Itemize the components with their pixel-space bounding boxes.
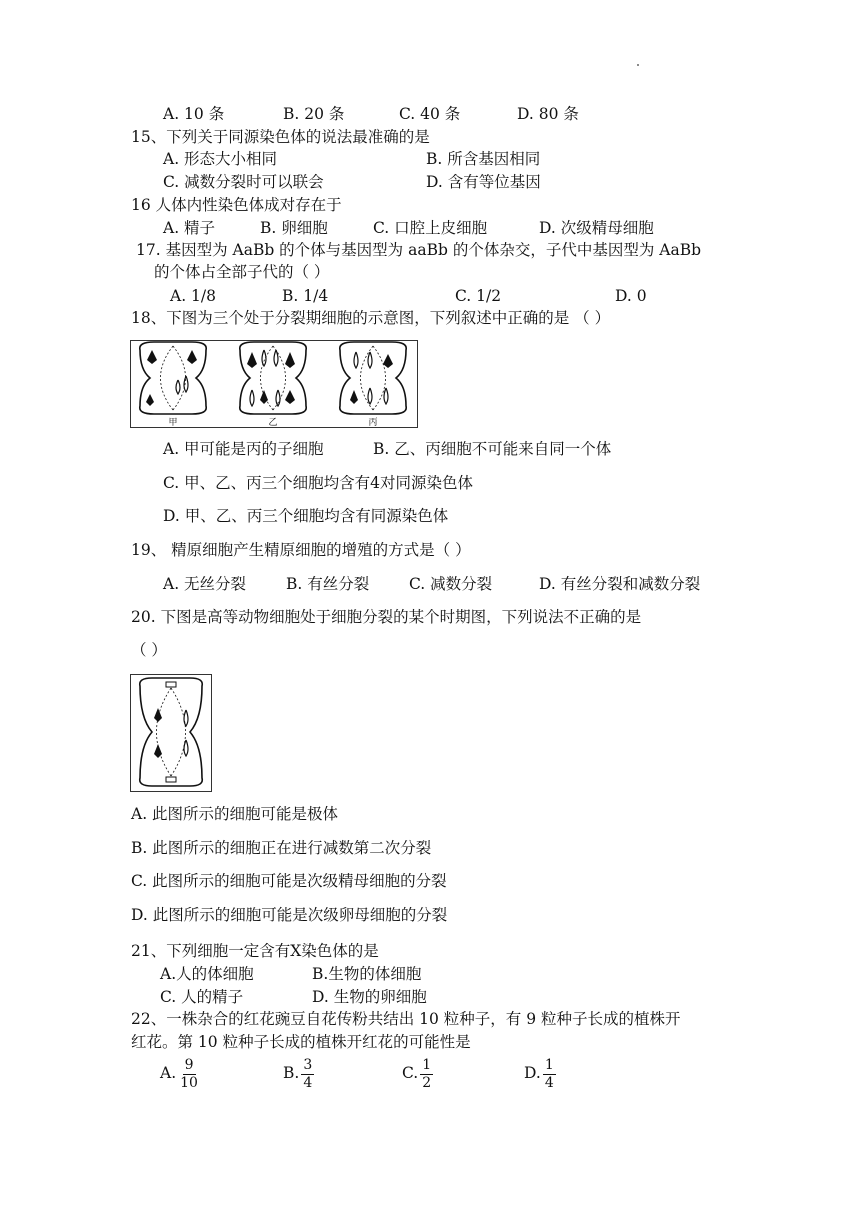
spindle-fiber bbox=[373, 346, 386, 410]
spindle-fiber bbox=[161, 346, 174, 410]
chromosome bbox=[350, 390, 358, 404]
chromosome bbox=[184, 710, 188, 726]
spindle-fiber bbox=[171, 688, 186, 776]
chromosome bbox=[368, 352, 372, 368]
label-jia: 甲 bbox=[168, 418, 178, 428]
fraction: $\frac{1}{4}$ bbox=[544, 1057, 554, 1091]
chromosome bbox=[285, 390, 295, 404]
chromosome bbox=[250, 390, 254, 406]
q17-option-c: C. 1/2 bbox=[455, 287, 502, 305]
centrosome bbox=[166, 682, 176, 687]
q18-option-b: B. 乙、丙细胞不可能来自同一个体 bbox=[373, 440, 612, 458]
cell-bing bbox=[340, 342, 406, 414]
cell-jia bbox=[140, 342, 206, 414]
question-16-stem: 16 人体内性染色体成对存在于 bbox=[131, 196, 342, 214]
q15-option-a: A. 形态大小相同 bbox=[163, 150, 278, 168]
question-22-stem-line1: 22、一株杂合的红花豌豆自花传粉共结出 10 粒种子，有 9 粒种子长成的植株开 bbox=[131, 1010, 681, 1028]
q21-option-c: C. 人的精子 bbox=[160, 988, 244, 1006]
chromosome bbox=[354, 352, 358, 368]
chromosome bbox=[383, 354, 393, 368]
chromosome bbox=[384, 388, 388, 404]
q20-option-a: A. 此图所示的细胞可能是极体 bbox=[131, 805, 339, 823]
stray-dot bbox=[637, 64, 639, 66]
question-15-stem: 15、下列关于同源染色体的说法最准确的是 bbox=[131, 128, 430, 146]
q16-option-b: B. 卵细胞 bbox=[260, 219, 328, 237]
option-a: A. 10 条 bbox=[163, 105, 225, 123]
q22-option-b bbox=[283, 1058, 314, 1090]
chromosome bbox=[184, 740, 188, 756]
q22-option-a bbox=[160, 1058, 200, 1090]
chromosome bbox=[285, 352, 295, 368]
chromosome bbox=[184, 376, 188, 392]
question-20-stem-line1: 20. 下图是高等动物细胞处于细胞分裂的某个时期图，下列说法不正确的是 bbox=[131, 608, 642, 626]
option-letter: A. bbox=[160, 1064, 177, 1083]
chromosome bbox=[368, 388, 372, 404]
question-17-stem-line2: 的个体占全部子代的（ ） bbox=[154, 263, 330, 281]
q16-option-c: C. 口腔上皮细胞 bbox=[373, 219, 488, 237]
q17-option-a: A. 1/8 bbox=[170, 287, 216, 305]
q21-option-b: B.生物的体细胞 bbox=[312, 965, 422, 983]
q15-option-c: C. 减数分裂时可以联会 bbox=[163, 173, 324, 191]
q20-option-d: D. 此图所示的细胞可能是次级卵母细胞的分裂 bbox=[131, 906, 448, 924]
option-letter: D. bbox=[524, 1064, 541, 1083]
cell-membrane bbox=[140, 678, 203, 786]
chromosome bbox=[247, 352, 257, 368]
question-17-stem-line1: 17. 基因型为 AaBb 的个体与基因型为 aaBb 的个体杂交，子代中基因型为 AaBb bbox=[136, 241, 702, 259]
fraction: $\frac{9}{10}$ bbox=[180, 1057, 198, 1091]
chromosome bbox=[187, 350, 197, 364]
cell-membrane bbox=[340, 342, 406, 414]
option-letter: C. bbox=[402, 1064, 419, 1083]
q16-option-a: A. 精子 bbox=[163, 219, 216, 237]
q18-cell-figure bbox=[130, 340, 418, 428]
chromosome bbox=[147, 350, 157, 364]
fraction: $\frac{1}{2}$ bbox=[422, 1057, 432, 1091]
spindle-fiber bbox=[157, 688, 172, 776]
chromosome bbox=[262, 350, 266, 366]
q19-option-a: A. 无丝分裂 bbox=[163, 575, 247, 593]
q20-option-c: C. 此图所示的细胞可能是次级精母细胞的分裂 bbox=[131, 872, 447, 890]
question-21-stem: 21、下列细胞一定含有X染色体的是 bbox=[131, 942, 379, 960]
q15-option-d: D. 含有等位基因 bbox=[426, 173, 541, 191]
fraction: $\frac{3}{4}$ bbox=[303, 1057, 313, 1091]
q19-option-c: C. 减数分裂 bbox=[409, 575, 493, 593]
q17-option-d: D. 0 bbox=[615, 287, 647, 305]
q18-option-d: D. 甲、乙、丙三个细胞均含有同源染色体 bbox=[163, 507, 449, 525]
spindle-fiber bbox=[173, 346, 186, 410]
chromosome bbox=[154, 744, 162, 758]
cell-membrane bbox=[240, 342, 306, 414]
figure-border bbox=[131, 675, 212, 792]
q18-option-c: C. 甲、乙、丙三个细胞均含有4对同源染色体 bbox=[163, 474, 474, 492]
q19-option-d: D. 有丝分裂和减数分裂 bbox=[539, 575, 701, 593]
q17-option-b: B. 1/4 bbox=[282, 287, 329, 305]
chromosome bbox=[260, 390, 268, 404]
question-18-stem: 18、下图为三个处于分裂期细胞的示意图，下列叙述中正确的是 （ ） bbox=[131, 309, 611, 327]
question-19-stem: 19、 精原细胞产生精原细胞的增殖的方式是（ ） bbox=[131, 541, 471, 559]
q21-option-a: A.人的体细胞 bbox=[160, 965, 254, 983]
chromosome bbox=[154, 708, 162, 722]
chromosome bbox=[276, 390, 280, 406]
q15-option-b: B. 所含基因相同 bbox=[426, 150, 541, 168]
centrosome bbox=[166, 777, 176, 782]
q20-option-b: B. 此图所示的细胞正在进行减数第二次分裂 bbox=[131, 839, 432, 857]
chromosome bbox=[274, 350, 278, 366]
question-22-stem-line2: 红花。第 10 粒种子长成的植株开红花的可能性是 bbox=[131, 1033, 471, 1051]
q21-option-d: D. 生物的卵细胞 bbox=[312, 988, 427, 1006]
q18-option-a: A. 甲可能是丙的子细胞 bbox=[163, 440, 324, 458]
option-d: D. 80 条 bbox=[517, 105, 579, 123]
q22-option-c bbox=[402, 1058, 433, 1090]
chromosome bbox=[176, 380, 180, 394]
label-yi: 乙 bbox=[268, 418, 278, 428]
q16-option-d: D. 次级精母细胞 bbox=[539, 219, 654, 237]
option-b: B. 20 条 bbox=[283, 105, 345, 123]
label-bing: 丙 bbox=[368, 418, 378, 428]
option-letter: B. bbox=[283, 1064, 300, 1083]
q22-option-d bbox=[524, 1058, 556, 1090]
chromosome bbox=[146, 394, 154, 406]
q20-cell-figure bbox=[130, 674, 212, 792]
question-20-stem-line2: （ ） bbox=[131, 641, 167, 659]
cell-yi bbox=[240, 342, 306, 414]
q19-option-b: B. 有丝分裂 bbox=[286, 575, 370, 593]
option-c: C. 40 条 bbox=[399, 105, 461, 123]
